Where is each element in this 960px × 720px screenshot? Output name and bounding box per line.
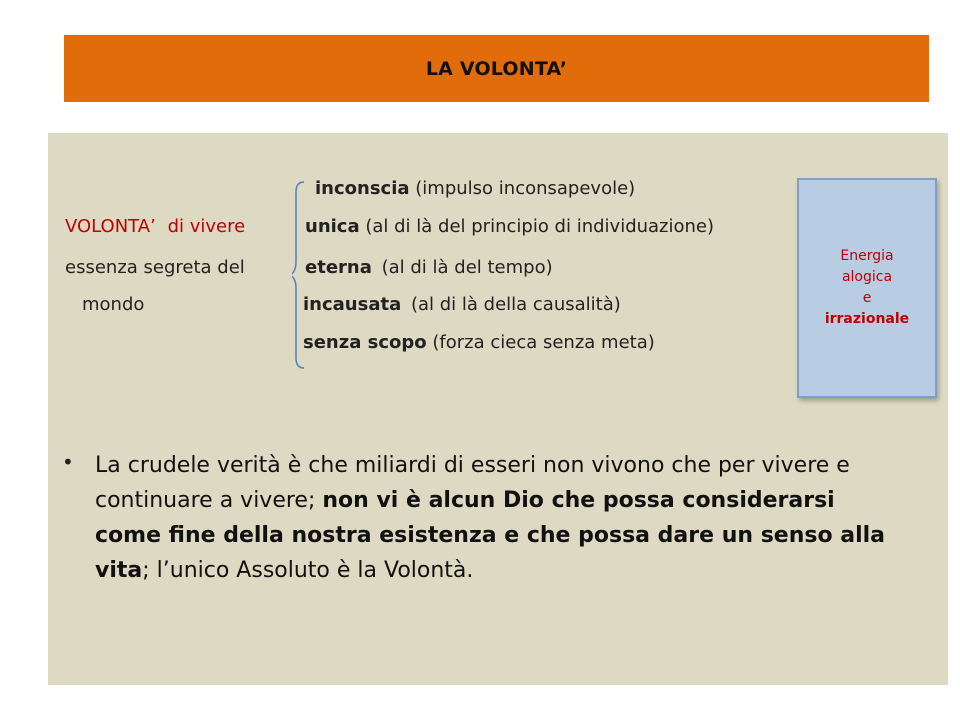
attribute-term: eterna (305, 257, 372, 278)
mondo-label: mondo (82, 294, 145, 315)
attribute-term: incausata (303, 294, 402, 315)
attribute-desc: (al di là del tempo) (381, 257, 553, 278)
title-bar (64, 35, 929, 102)
attribute-desc: (impulso inconsapevole) (415, 178, 636, 199)
attribute-incausata (303, 296, 621, 314)
volonta-label-line (65, 218, 245, 236)
bullet-text-part1: La crudele verità è che miliardi di esseri non vivono che per vivere e continuare a vivere; (95, 453, 850, 513)
attribute-desc: (forza cieca senza meta) (432, 332, 655, 353)
di-vivere-label: di vivere (167, 216, 246, 237)
bullet-text (95, 448, 895, 588)
alogica-line: alogica (841, 269, 893, 285)
bullet-text-bold: non vi è alcun Dio che possa considerarsi come fine della nostra esistenza e che possa dare un senso alla vita (95, 488, 886, 583)
energia-line: Energia (840, 248, 894, 264)
attribute-term: unica (305, 216, 360, 237)
attribute-unica (305, 218, 714, 236)
attribute-desc: (al di là della causalità) (410, 294, 621, 315)
attribute-inconscia (315, 180, 635, 198)
attribute-senza-scopo (303, 334, 655, 352)
essenza-label: essenza segreta del (65, 257, 245, 278)
irrazionale-line: irrazionale (824, 311, 910, 327)
energia-box (797, 178, 937, 398)
bullet-dot-icon: • (62, 450, 74, 474)
volonta-keyword: VOLONTA’ (65, 216, 156, 237)
attribute-eterna (305, 259, 553, 277)
attribute-desc: (al di là del principio di individuazione) (365, 216, 715, 237)
attribute-term: senza scopo (303, 332, 427, 353)
slide-title: LA VOLONTA’ (425, 57, 568, 80)
attribute-term: inconscia (315, 178, 410, 199)
e-line: e (862, 290, 872, 306)
bullet-text-part3: ; l’unico Assoluto è la Volontà. (142, 558, 474, 583)
